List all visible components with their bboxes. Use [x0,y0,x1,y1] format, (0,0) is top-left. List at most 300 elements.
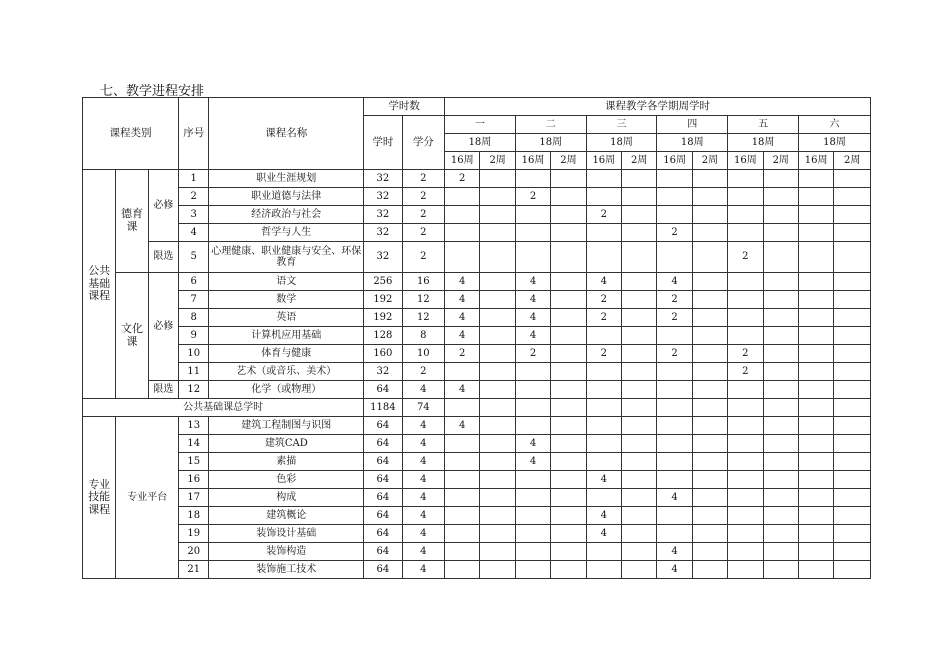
week-cell [445,435,480,453]
term-label: 五 [728,116,799,134]
week-cell [763,525,798,543]
table-row [83,273,871,291]
table-row [83,170,871,188]
row-credits: 12 [402,291,444,309]
week-cell [834,453,871,471]
row-seq: 17 [179,489,209,507]
week-cell [798,561,833,579]
week-cell [551,543,586,561]
table-row [83,327,871,345]
table-row [83,224,871,242]
week-cell [515,417,550,435]
week-cell [445,224,480,242]
week-cell [763,327,798,345]
week-cell [622,309,657,327]
week-cell [551,309,586,327]
week-cell: 4 [657,273,692,291]
week-cell [515,224,550,242]
week-cell [728,188,763,206]
row-hours: 64 [364,543,402,561]
week-cell [692,453,727,471]
row-seq: 18 [179,507,209,525]
term-weeks: 18周 [445,134,516,152]
sub-2w: 2周 [622,152,657,170]
week-cell: 4 [445,381,480,399]
week-cell [515,543,550,561]
week-cell [515,399,550,417]
week-cell [622,417,657,435]
week-cell [834,381,871,399]
week-cell [515,489,550,507]
week-cell [551,363,586,381]
row-credits: 4 [402,489,444,507]
week-cell [763,399,798,417]
row-seq: 4 [179,224,209,242]
row-credits: 4 [402,435,444,453]
row-hours: 192 [364,291,402,309]
week-cell [728,417,763,435]
week-cell [445,242,480,273]
row-hours: 64 [364,561,402,579]
week-cell [798,188,833,206]
week-cell [622,273,657,291]
week-cell [798,309,833,327]
week-cell [657,242,692,273]
table-row [83,471,871,489]
term-weeks: 18周 [728,134,799,152]
week-cell [480,188,515,206]
week-cell [622,170,657,188]
week-cell [657,381,692,399]
row-course-name: 哲学与人生 [209,224,364,242]
week-cell [834,206,871,224]
week-cell [551,170,586,188]
week-cell [657,327,692,345]
row-hours: 32 [364,170,402,188]
week-cell [480,399,515,417]
week-cell: 4 [657,543,692,561]
week-cell [445,206,480,224]
row-hours: 32 [364,188,402,206]
group-moral: 德育课 [116,170,148,273]
week-cell [692,242,727,273]
week-cell [834,525,871,543]
header-category: 课程类别 [83,98,179,170]
public-total-hours: 1184 [364,399,402,417]
row-hours: 256 [364,273,402,291]
week-cell: 4 [657,489,692,507]
week-cell [551,206,586,224]
header-seq: 序号 [179,98,209,170]
row-seq: 14 [179,435,209,453]
row-course-name: 经济政治与社会 [209,206,364,224]
term-label: 一 [445,116,516,134]
table-row [83,525,871,543]
table-row [83,561,871,579]
row-hours: 160 [364,345,402,363]
row-course-name: 装饰设计基础 [209,525,364,543]
week-cell: 4 [445,417,480,435]
public-total-label: 公共基础课总学时 [83,399,364,417]
week-cell [657,363,692,381]
group-culture: 文化课 [116,273,148,399]
week-cell [692,291,727,309]
week-cell [692,399,727,417]
week-cell [480,435,515,453]
term-weeks: 18周 [798,134,870,152]
week-cell [657,471,692,489]
week-cell [763,435,798,453]
public-total-row [83,399,871,417]
row-seq: 5 [179,242,209,273]
group-public: 公共基础课程 [83,170,116,399]
week-cell [763,206,798,224]
week-cell: 4 [657,561,692,579]
week-cell [445,363,480,381]
week-cell [728,327,763,345]
row-course-name: 化学（或物理） [209,381,364,399]
week-cell: 4 [445,309,480,327]
week-cell [622,489,657,507]
week-cell: 4 [445,327,480,345]
week-cell [692,381,727,399]
week-cell [551,224,586,242]
header-row [83,98,871,116]
week-cell: 2 [657,309,692,327]
week-cell [798,507,833,525]
term-weeks: 18周 [586,134,657,152]
week-cell [763,188,798,206]
group-required: 必修 [148,273,178,381]
week-cell [728,525,763,543]
table-row [83,363,871,381]
week-cell [480,309,515,327]
header-weekly-group: 课程教学各学期周学时 [445,98,871,116]
week-cell [798,489,833,507]
week-cell [480,345,515,363]
week-cell [586,327,621,345]
week-cell: 2 [445,345,480,363]
week-cell [834,188,871,206]
row-seq: 7 [179,291,209,309]
sub-2w: 2周 [834,152,871,170]
week-cell [657,188,692,206]
week-cell: 2 [445,170,480,188]
week-cell [798,453,833,471]
week-cell [551,327,586,345]
week-cell [834,471,871,489]
week-cell: 2 [586,206,621,224]
term-label: 二 [515,116,586,134]
week-cell [692,170,727,188]
week-cell [480,525,515,543]
week-cell [834,435,871,453]
week-cell [586,561,621,579]
week-cell: 4 [586,507,621,525]
week-cell [657,399,692,417]
week-cell [692,363,727,381]
table-row [83,489,871,507]
week-cell [834,170,871,188]
week-cell [515,507,550,525]
week-cell: 4 [445,273,480,291]
week-cell [551,489,586,507]
row-seq: 15 [179,453,209,471]
week-cell [622,206,657,224]
row-credits: 2 [402,206,444,224]
row-hours: 64 [364,453,402,471]
week-cell [551,471,586,489]
week-cell [480,273,515,291]
week-cell [728,291,763,309]
week-cell [551,242,586,273]
row-credits: 4 [402,507,444,525]
week-cell [586,435,621,453]
row-credits: 4 [402,453,444,471]
week-cell [551,507,586,525]
week-cell [480,206,515,224]
row-seq: 11 [179,363,209,381]
week-cell [586,381,621,399]
week-cell [763,471,798,489]
week-cell [515,170,550,188]
week-cell [834,399,871,417]
row-seq: 20 [179,543,209,561]
table-row [83,453,871,471]
week-cell [798,417,833,435]
row-credits: 2 [402,188,444,206]
header-name: 课程名称 [209,98,364,170]
row-credits: 4 [402,561,444,579]
week-cell [622,507,657,525]
row-course-name: 建筑工程制图与识图 [209,417,364,435]
week-cell: 2 [657,224,692,242]
term-weeks: 18周 [515,134,586,152]
row-credits: 4 [402,417,444,435]
week-cell [763,273,798,291]
row-hours: 128 [364,327,402,345]
week-cell [551,381,586,399]
row-course-name: 素描 [209,453,364,471]
group-platform: 专业平台 [116,417,179,579]
week-cell [692,525,727,543]
row-hours: 192 [364,309,402,327]
week-cell [480,417,515,435]
group-elective: 限选 [148,242,178,273]
week-cell [657,435,692,453]
week-cell [622,543,657,561]
week-cell [728,309,763,327]
week-cell: 2 [657,345,692,363]
week-cell [551,188,586,206]
week-cell [798,399,833,417]
week-cell [728,435,763,453]
row-hours: 64 [364,381,402,399]
row-course-name: 语文 [209,273,364,291]
week-cell: 4 [586,273,621,291]
week-cell [763,489,798,507]
week-cell [622,561,657,579]
row-seq: 12 [179,381,209,399]
week-cell [480,242,515,273]
week-cell: 2 [586,309,621,327]
row-course-name: 构成 [209,489,364,507]
week-cell [657,525,692,543]
week-cell [728,561,763,579]
week-cell [586,489,621,507]
row-seq: 10 [179,345,209,363]
week-cell [445,188,480,206]
week-cell [692,345,727,363]
sub-16w: 16周 [515,152,550,170]
row-hours: 32 [364,242,402,273]
week-cell [480,363,515,381]
header-hours: 学时 [364,116,402,170]
row-seq: 16 [179,471,209,489]
week-cell [834,543,871,561]
week-cell: 2 [728,363,763,381]
week-cell [551,291,586,309]
row-hours: 64 [364,435,402,453]
week-cell [728,543,763,561]
row-credits: 2 [402,363,444,381]
week-cell [692,507,727,525]
week-cell [515,525,550,543]
week-cell [657,507,692,525]
sub-16w: 16周 [586,152,621,170]
header-hours-group: 学时数 [364,98,445,116]
week-cell [622,363,657,381]
week-cell: 2 [586,291,621,309]
table-row [83,206,871,224]
week-cell [551,417,586,435]
week-cell [480,507,515,525]
week-cell [445,507,480,525]
week-cell [622,345,657,363]
week-cell [798,381,833,399]
row-course-name: 英语 [209,309,364,327]
row-seq: 3 [179,206,209,224]
week-cell [728,206,763,224]
week-cell [692,327,727,345]
term-label: 三 [586,116,657,134]
week-cell [798,170,833,188]
week-cell [798,543,833,561]
row-seq: 8 [179,309,209,327]
sub-2w: 2周 [480,152,515,170]
week-cell [763,363,798,381]
week-cell [692,206,727,224]
week-cell [692,489,727,507]
week-cell: 4 [515,435,550,453]
week-cell [728,489,763,507]
week-cell [728,381,763,399]
week-cell [586,543,621,561]
week-cell: 4 [515,309,550,327]
week-cell [728,471,763,489]
week-cell: 4 [515,327,550,345]
week-cell [798,224,833,242]
week-cell [763,345,798,363]
week-cell [515,242,550,273]
week-cell [692,273,727,291]
week-cell [480,327,515,345]
week-cell [515,363,550,381]
week-cell [622,327,657,345]
week-cell [657,453,692,471]
row-hours: 64 [364,417,402,435]
row-credits: 4 [402,543,444,561]
row-seq: 19 [179,525,209,543]
week-cell [798,471,833,489]
week-cell [551,453,586,471]
row-course-name: 职业道德与法律 [209,188,364,206]
week-cell [763,381,798,399]
row-seq: 2 [179,188,209,206]
group-pro: 专业技能课程 [83,417,116,579]
week-cell [480,489,515,507]
week-cell [798,345,833,363]
sub-16w: 16周 [445,152,480,170]
row-credits: 2 [402,224,444,242]
table-row [83,309,871,327]
week-cell [834,224,871,242]
row-hours: 64 [364,489,402,507]
week-cell: 2 [586,345,621,363]
week-cell [622,381,657,399]
row-course-name: 数学 [209,291,364,309]
week-cell [586,417,621,435]
week-cell [692,435,727,453]
sub-16w: 16周 [657,152,692,170]
week-cell [622,291,657,309]
week-cell: 4 [586,471,621,489]
week-cell [834,345,871,363]
section-heading: 七、教学进程安排 [100,84,205,99]
week-cell: 2 [515,345,550,363]
group-required: 必修 [148,170,178,242]
week-cell [586,399,621,417]
week-cell [586,224,621,242]
week-cell [480,170,515,188]
table-row [83,417,871,435]
week-cell [445,489,480,507]
row-course-name: 装饰施工技术 [209,561,364,579]
table-row [83,242,871,273]
row-course-name: 体育与健康 [209,345,364,363]
week-cell [834,507,871,525]
week-cell [728,399,763,417]
week-cell [551,435,586,453]
week-cell [551,345,586,363]
week-cell [798,327,833,345]
week-cell [657,206,692,224]
week-cell [834,417,871,435]
row-seq: 6 [179,273,209,291]
week-cell: 2 [728,345,763,363]
week-cell [480,561,515,579]
week-cell [622,435,657,453]
week-cell [551,561,586,579]
row-credits: 16 [402,273,444,291]
week-cell [763,242,798,273]
week-cell [728,170,763,188]
week-cell [515,561,550,579]
week-cell [622,471,657,489]
week-cell: 2 [515,188,550,206]
row-course-name: 职业生涯规划 [209,170,364,188]
week-cell [798,525,833,543]
